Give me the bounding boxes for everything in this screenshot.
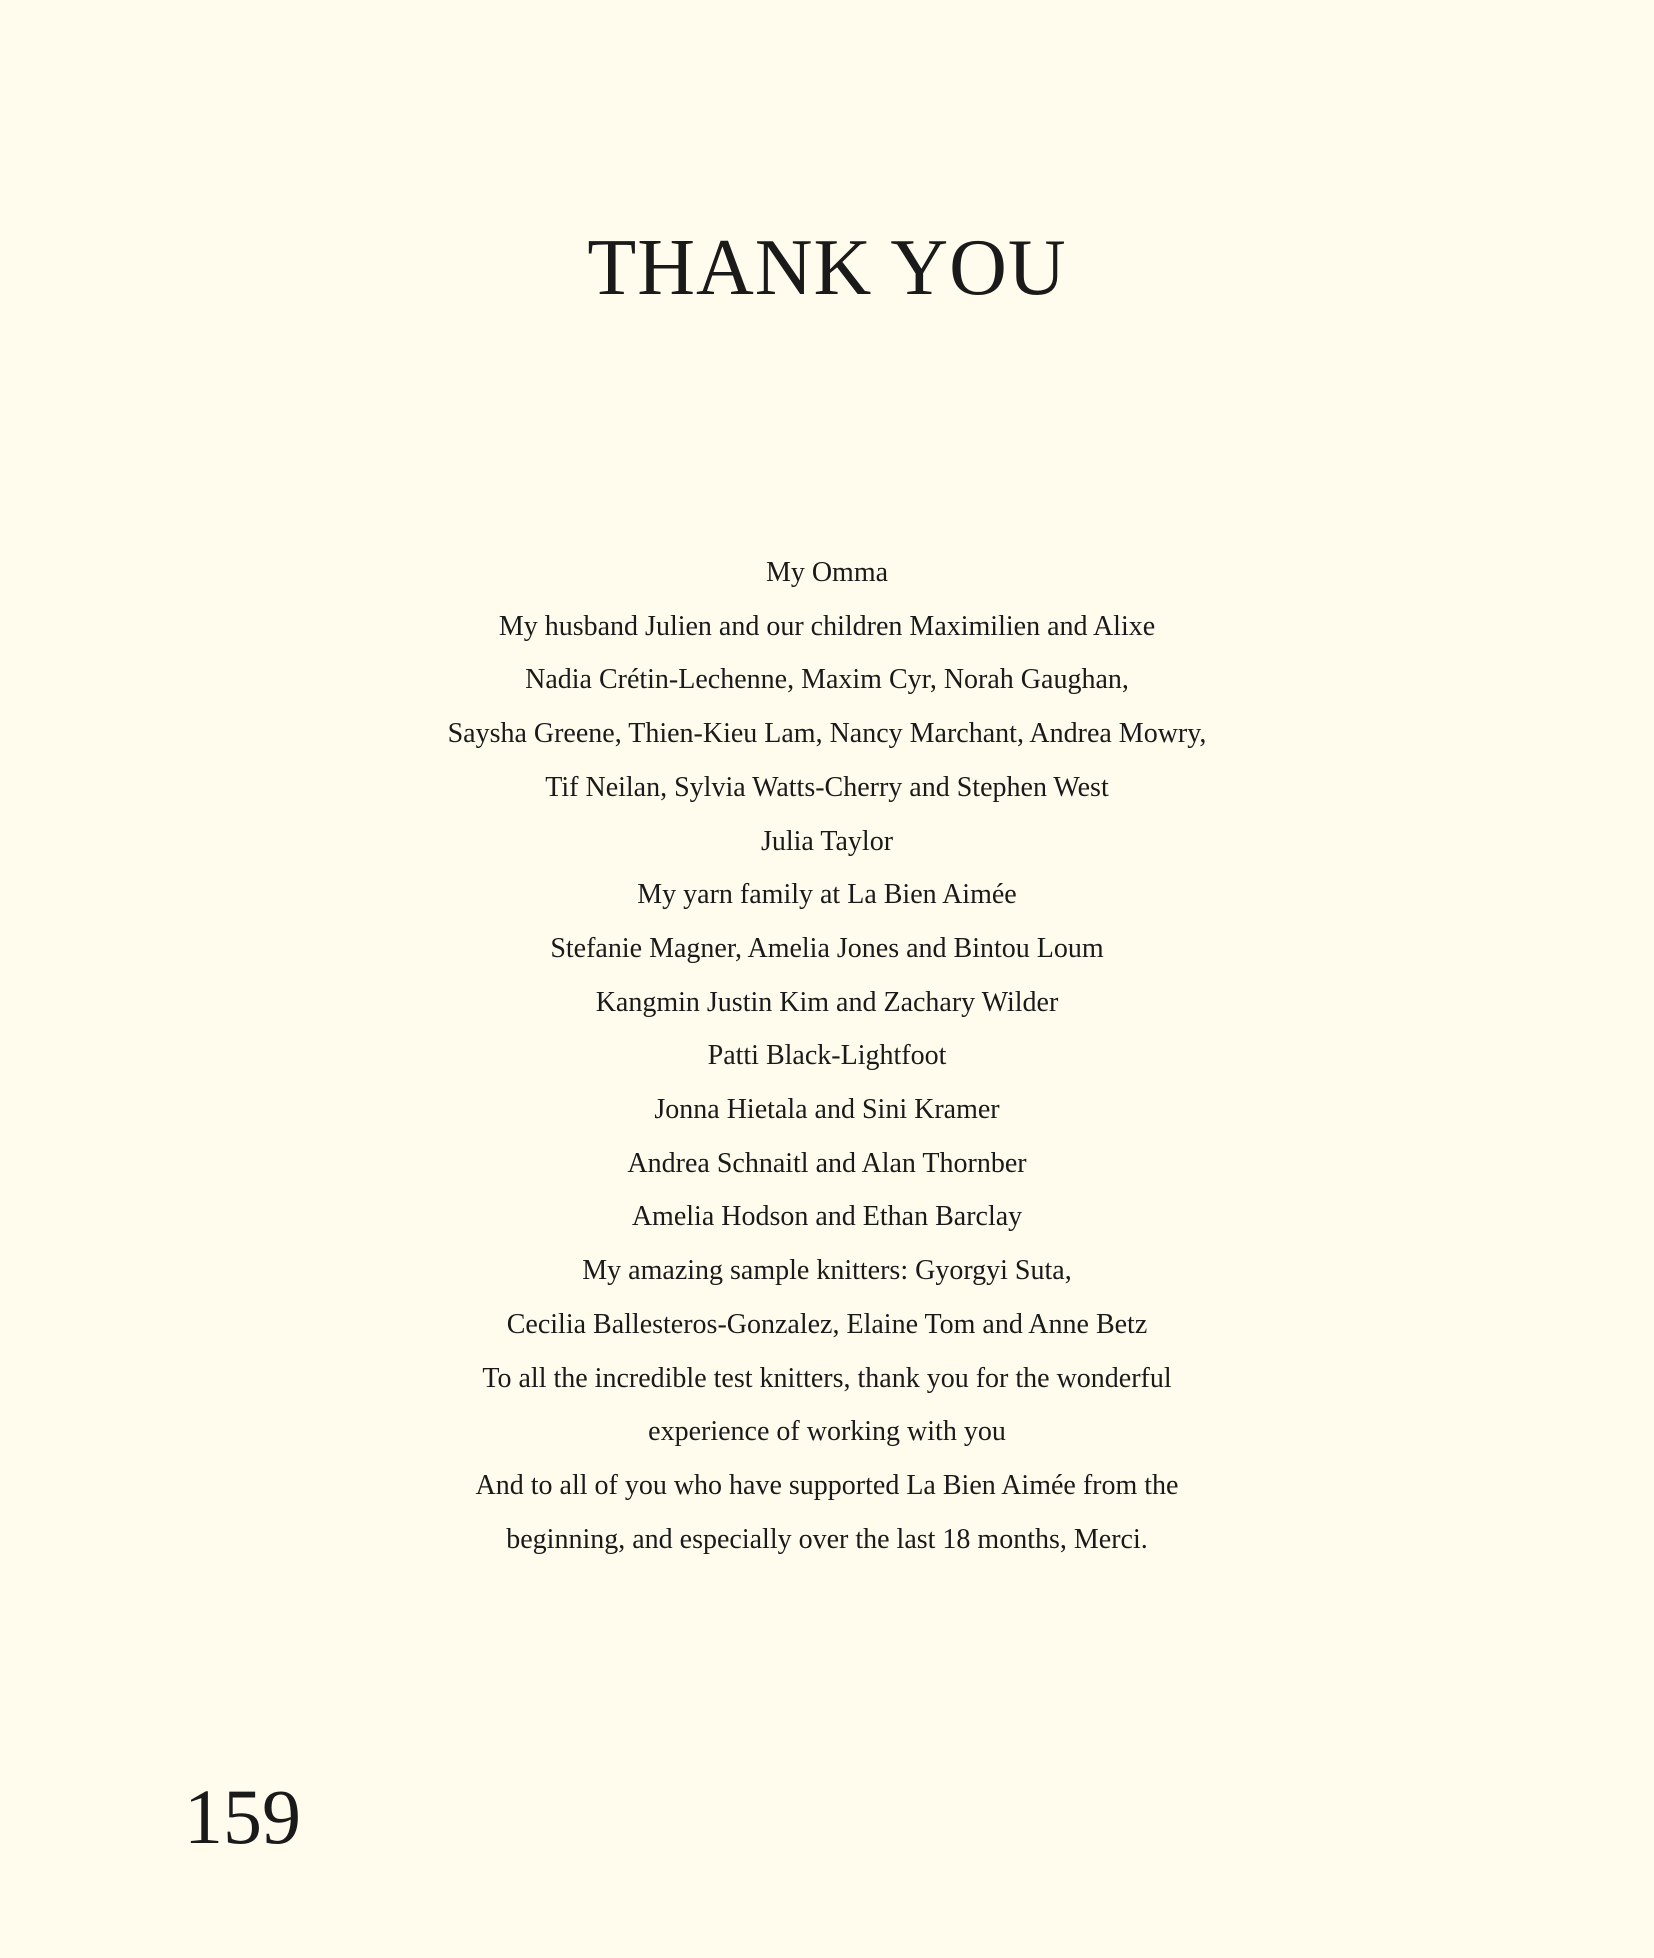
acknowledgement-line: Nadia Crétin-Lechenne, Maxim Cyr, Norah Gaughan, <box>525 664 1129 696</box>
acknowledgement-line: Stefanie Magner, Amelia Jones and Bintou Loum <box>550 932 1104 964</box>
acknowledgement-line: Andrea Schnaitl and Alan Thornber <box>627 1147 1027 1179</box>
acknowledgement-line: experience of working with you <box>648 1416 1006 1448</box>
page-title: THANK YOU <box>587 224 1067 312</box>
acknowledgement-line: Cecilia Ballesteros-Gonzalez, Elaine Tom and Anne Betz <box>506 1308 1148 1340</box>
acknowledgement-line: Julia Taylor <box>760 825 894 857</box>
acknowledgement-line: My yarn family at La Bien Aimée <box>637 879 1017 911</box>
acknowledgement-line: Kangmin Justin Kim and Zachary Wilder <box>595 986 1059 1018</box>
acknowledgement-line: My husband Julien and our children Maximilien and Alixe <box>498 610 1156 642</box>
acknowledgement-line: Patti Black-Lightfoot <box>707 1040 947 1072</box>
acknowledgements-list <box>0 546 1654 1566</box>
acknowledgement-line: Amelia Hodson and Ethan Barclay <box>631 1201 1023 1233</box>
acknowledgement-line: To all the incredible test knitters, thank you for the wonderful <box>482 1362 1172 1394</box>
acknowledgement-line: And to all of you who have supported La Bien Aimée from the <box>475 1469 1179 1501</box>
page-number: 159 <box>184 1773 301 1860</box>
acknowledgement-line: Tif Neilan, Sylvia Watts-Cherry and Stephen West <box>545 771 1109 803</box>
acknowledgement-line: My amazing sample knitters: Gyorgyi Suta, <box>582 1255 1072 1287</box>
acknowledgement-line: My Omma <box>765 557 889 588</box>
acknowledgement-line: Jonna Hietala and Sini Kramer <box>654 1094 1000 1126</box>
acknowledgement-line: beginning, and especially over the last 18 months, Merci. <box>506 1523 1148 1555</box>
acknowledgement-line: Saysha Greene, Thien-Kieu Lam, Nancy Marchant, Andrea Mowry, <box>447 718 1207 750</box>
